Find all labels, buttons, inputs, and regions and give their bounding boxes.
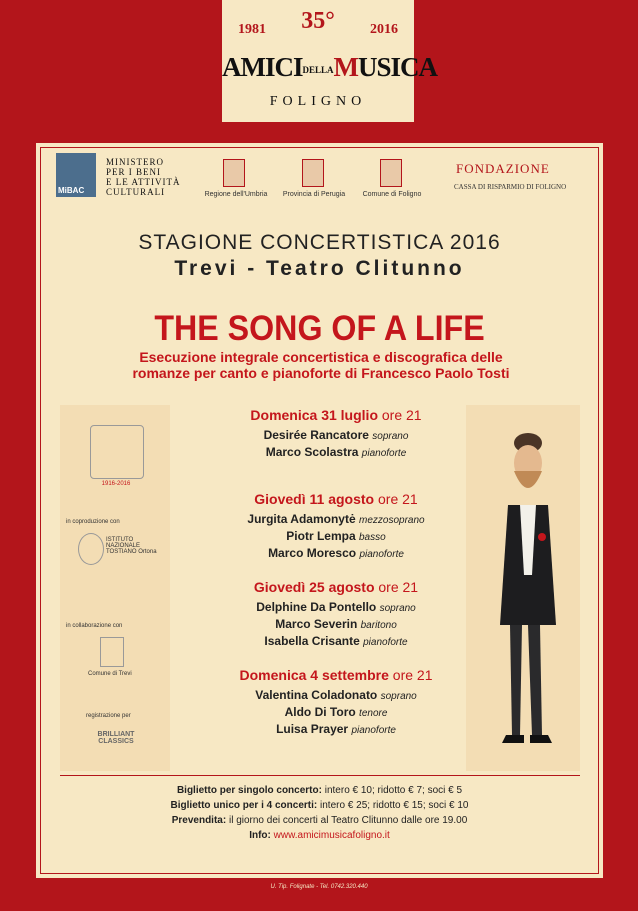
tosti-portrait-icon (78, 533, 104, 565)
performer: Aldo Di Toro tenore (284, 705, 388, 719)
logo-year-end: 2016 (370, 22, 398, 37)
logo-anniversary: 35° (301, 8, 335, 34)
concert-date: Giovedì 11 agosto ore 21 (254, 491, 418, 507)
fondazione-logo: FONDAZIONE (456, 161, 550, 176)
comune-crest-icon (380, 159, 402, 187)
anniversary-years: 1916-2016 (101, 481, 131, 487)
description-line: romanze per canto e pianoforte di (132, 365, 358, 381)
tosti-caricature (466, 405, 580, 771)
performer: Luisa Prayer pianoforte (276, 722, 396, 736)
logo-name-della: DELLA (302, 64, 334, 75)
regione-label: Regione dell'Umbria (204, 191, 268, 198)
regione-crest-icon (223, 159, 245, 187)
divider (60, 775, 580, 776)
event-description (86, 349, 556, 381)
ministero-line: E LE ATTIVITÀ (106, 177, 181, 187)
concert-block (206, 579, 466, 667)
event-title: THE SONG OF A LIFE (154, 309, 485, 348)
provincia-label: Provincia di Perugia (282, 191, 346, 198)
ticket-all: Biglietto unico per i 4 concerti: intero € 25; ridotto € 15; soci € 10 (170, 800, 469, 811)
mibac-logo (56, 153, 96, 197)
performer: Delphine Da Pontello soprano (256, 600, 416, 614)
mibac-label: MiBAC (58, 186, 85, 195)
logo-name-m: M (333, 52, 358, 82)
description-line: Esecuzione integrale concertistica e discografica delle (139, 349, 503, 365)
caricature-illustration-icon (466, 405, 580, 771)
ticket-presale: Prevendita: il giorno dei concerti al Teatro Clitunno dalle ore 19.00 (171, 815, 468, 826)
venue-title: Trevi - Teatro Clitunno (174, 257, 465, 280)
ticket-info-line: Info: www.amicimusicafoligno.it (249, 830, 390, 841)
performer: Marco Moresco pianoforte (268, 546, 404, 560)
ministero-text (106, 157, 180, 197)
composer-name: Francesco Paolo Tosti (361, 365, 510, 381)
concert-date: Domenica 4 settembre ore 21 (239, 667, 433, 683)
collaborazione-label: in collaborazione con (66, 623, 123, 629)
brilliant-classics-logo: BRILLIANT CLASSICS (97, 731, 135, 745)
concert-list (206, 407, 466, 755)
comune-trevi-label: Comune di Trevi (88, 671, 132, 677)
performer: Marco Severin baritono (275, 617, 397, 631)
performer: Jurgita Adamonytė mezzosoprano (247, 512, 425, 526)
website-link[interactable]: www.amicimusicafoligno.it (273, 830, 390, 841)
concert-block (206, 407, 466, 491)
istituto-label: ISTITUTO NAZIONALE TOSTIANO Ortona (106, 537, 157, 555)
registrazione-label: registrazione per (86, 713, 131, 719)
partners-column (60, 405, 170, 771)
provincia-crest-icon (302, 159, 324, 187)
ministero-line: PER I BENI (106, 167, 161, 177)
concert-block (206, 491, 466, 579)
performer: Valentina Coladonato soprano (255, 688, 417, 702)
logo-name-part2: USICA (358, 52, 438, 82)
performer: Piotr Lempa basso (286, 529, 386, 543)
concert-block (206, 667, 466, 755)
trevi-crest-icon (100, 637, 124, 667)
logo-city: FOLIGNO (269, 94, 367, 109)
concert-date: Domenica 31 luglio ore 21 (250, 407, 422, 423)
ticket-info (36, 783, 603, 843)
ministero-line: CULTURALI (106, 187, 166, 197)
printer-credit: U. Tip. Folignate - Tel. 0742.320.440 (270, 884, 368, 890)
anniversary-badge-icon (90, 425, 144, 479)
concert-date: Giovedì 25 agosto ore 21 (253, 579, 419, 595)
logo-name-part1: AMICI (222, 52, 303, 82)
comune-label: Comune di Foligno (362, 191, 422, 198)
performer: Isabella Crisante pianoforte (264, 634, 408, 648)
logo-year-start: 1981 (238, 22, 266, 37)
logo (222, 0, 438, 122)
fondazione-sub: CASSA DI RISPARMIO DI FOLIGNO (454, 183, 567, 191)
season-title: STAGIONE CONCERTISTICA 2016 (138, 231, 501, 254)
performer: Marco Scolastra pianoforte (265, 445, 407, 459)
ticket-single: Biglietto per singolo concerto: intero € 10; ridotto € 7; soci € 5 (176, 785, 463, 796)
coproduzione-label: in coproduzione con (66, 519, 120, 525)
poster-panel (36, 143, 603, 878)
performer: Desirée Rancatore soprano (263, 428, 409, 442)
logo-name (222, 52, 438, 83)
ministero-line: MINISTERO (106, 157, 164, 167)
